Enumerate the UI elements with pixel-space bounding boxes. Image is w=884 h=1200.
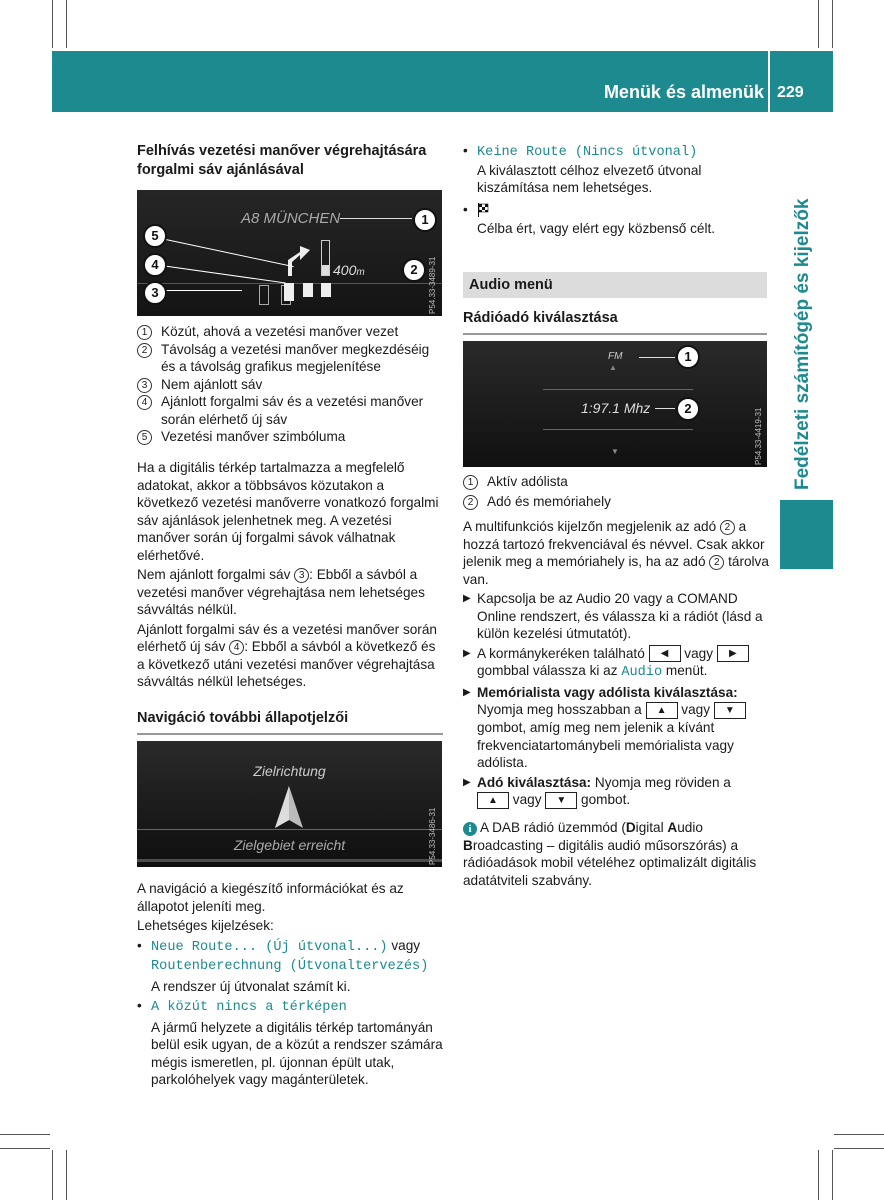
- callout-2: 2: [676, 397, 700, 421]
- info-note: i A DAB rádió üzemmód (Digital Audio Broadcasting – digitális audió műsorszórás) a rádióadások mobil vételéhez optimalizált digitális adatátviteli szabvány.: [463, 820, 757, 888]
- legend-item: 2 Adó és memóriahely: [463, 493, 769, 511]
- header-divider: [768, 51, 770, 112]
- maneuver-symbol-icon: [282, 238, 312, 278]
- instruction-step: ▶ Kapcsolja be az Audio 20 vagy a COMAND Online rendszert, és válassza ki a rádiót (lásd a külön kezelési útmutatót).: [463, 591, 763, 641]
- lane-arrow-icon: [284, 283, 294, 301]
- section-heading: Felhívás vezetési manőver végrehajtására forgalmi sáv ajánlásával: [137, 143, 427, 178]
- paragraph: Nem ajánlott forgalmi sáv 3 : Ebből a sávból a vezetési manőver végrehajtása nem lehetséges sávváltás nélkül.: [137, 567, 425, 617]
- left-column: [137, 142, 443, 180]
- step-arrow-icon: ▶: [463, 776, 471, 788]
- lane-arrow-icon: [321, 283, 331, 297]
- section-heading: Navigáció további állapotjelzői: [137, 710, 349, 726]
- down-key[interactable]: ▼: [714, 702, 746, 719]
- section-heading: Rádióadó kiválasztása: [463, 310, 618, 326]
- paragraph: Ajánlott forgalmi sáv és a vezetési manőver során elérhető új sáv 4 : Ebből a sávból a következő és a következő utáni vezetési manőver végrehajtása sávváltás nélkül lehetséges.: [137, 621, 437, 689]
- list-item: • Neue Route... (Új útvonal...) vagy Routenberechnung (Útvonaltervezés) A rendszer új útvonalat számít ki.: [137, 937, 429, 994]
- crop-mark: [66, 1150, 67, 1200]
- up-key[interactable]: ▲: [477, 792, 509, 809]
- legend-item: 4 Ajánlott forgalmi sáv és a vezetési manőver során elérhető új sáv: [137, 393, 443, 428]
- chapter-tab: [780, 500, 833, 569]
- info-icon: i: [463, 822, 477, 836]
- up-key[interactable]: ▲: [646, 702, 678, 719]
- section-heading-block: [137, 709, 443, 728]
- page-number: 229: [777, 84, 804, 101]
- crop-mark: [818, 1150, 819, 1200]
- band-label: FM: [608, 351, 623, 362]
- chevron-down-icon: ▼: [611, 447, 619, 456]
- crop-mark: [832, 0, 833, 48]
- crop-mark: [52, 0, 53, 48]
- callout-4: 4: [143, 253, 167, 277]
- direction-arrow-icon: [273, 786, 305, 830]
- heading-rule: [137, 733, 443, 735]
- instruction-step: ▶ Memórialista vagy adólista kiválasztása: Nyomja meg hosszabban a ▲ vagy ▼ gombot, amíg meg nem jelenik a kívánt frekvenciatartománybeli memórialista vagy adólista.: [463, 684, 769, 772]
- body-text: [137, 880, 443, 1089]
- legend-item: 3 Nem ajánlott sáv: [137, 376, 443, 394]
- image-code: P54.33-3489-31: [428, 256, 437, 314]
- navigation-status-image: [137, 741, 442, 867]
- legend-item: 2 Távolság a vezetési manőver megkezdéséig és a távolság grafikus megjelenítése: [137, 341, 443, 376]
- crop-mark: [834, 1148, 884, 1149]
- paragraph: Lehetséges kijelzések:: [137, 918, 274, 933]
- lane-arrow-icon: [303, 283, 313, 297]
- heading-rule: [463, 333, 767, 335]
- step-arrow-icon: ▶: [463, 647, 471, 659]
- crop-mark: [818, 0, 819, 48]
- down-key[interactable]: ▼: [545, 792, 577, 809]
- radio-station-image: [463, 341, 767, 467]
- image-code: P54.33-3486-31: [428, 807, 437, 865]
- page-title: Menük és almenük: [603, 82, 764, 102]
- list-item: • Célba ért, vagy elért egy közbenső célt.: [463, 201, 716, 236]
- road-name-label: A8 MÜNCHEN: [241, 210, 341, 227]
- checkered-flag-icon: [477, 203, 489, 217]
- chevron-up-icon: ▲: [609, 363, 617, 372]
- crop-mark: [832, 1150, 833, 1200]
- callout-5: 5: [143, 224, 167, 248]
- step-arrow-icon: ▶: [463, 686, 471, 698]
- callout-1: 1: [676, 345, 700, 369]
- right-key[interactable]: ▶: [717, 645, 749, 662]
- instruction-step: ▶ A kormánykeréken található ◀ vagy ▶ gombbal válassza ki az Audio menüt.: [463, 645, 769, 682]
- legend-list: [137, 323, 443, 446]
- lane-recommendation-image: [137, 190, 442, 316]
- legend-item: 1 Aktív adólista: [463, 473, 769, 491]
- body-text: [137, 459, 443, 691]
- status-text-top: Zielrichtung: [253, 763, 326, 779]
- crop-mark: [66, 0, 67, 48]
- section-heading-block: [463, 309, 769, 328]
- legend-item: 5 Vezetési manőver szimbóluma: [137, 428, 443, 446]
- page-number-box: [770, 51, 833, 112]
- frequency-label: 1:97.1 Mhz: [581, 400, 651, 416]
- crop-mark: [52, 1150, 53, 1200]
- list-item: • A közút nincs a térképen A jármű helyzete a digitális térkép tartományán belül esik ugyan, de a közút a rendszer számára mégis ismeretlen, pl. újonnan épült utak, parkolóhelyek vagy magánterületek.: [137, 998, 443, 1087]
- crop-mark: [834, 1134, 884, 1135]
- legend-item: 1 Közút, ahová a vezetési manőver vezet: [137, 323, 443, 341]
- callout-1: 1: [413, 208, 437, 232]
- left-key[interactable]: ◀: [649, 645, 681, 662]
- paragraph: Ha a digitális térkép tartalmazza a megfelelő adatokat, akkor a többsávos közutakon a következő vezetési manőverre vonatkozó forgalmi sáv ajánlások jelenhetnek meg. A vezetési manőver során új forgalmi sávok válhatnak elérhetővé.: [137, 460, 439, 563]
- callout-3: 3: [143, 281, 167, 305]
- paragraph: A multifunkciós kijelzőn megjelenik az adó 2 a hozzá tartozó frekvenciával és névvel. Csak akkor jelenik meg a memóriahely is, ha az adó 2 tárolva van.: [463, 519, 769, 587]
- step-arrow-icon: ▶: [463, 593, 471, 604]
- distance-bar-fill: [322, 265, 329, 275]
- body-text: [463, 518, 769, 889]
- crop-mark: [0, 1148, 50, 1149]
- image-code: P54.33-4419-31: [754, 407, 763, 465]
- instruction-step: ▶ Adó kiválasztása: Nyomja meg röviden a ▲ vagy ▼ gombot.: [463, 774, 731, 808]
- status-text-bottom: Zielgebiet erreicht: [233, 837, 346, 853]
- distance-value: 400: [333, 262, 357, 278]
- section-banner: Audio menü: [463, 272, 767, 298]
- paragraph: A navigáció a kiegészítő információkat és az állapotot jeleníti meg.: [137, 881, 404, 914]
- legend-list: [463, 473, 769, 510]
- chapter-title: Fedélzeti számítógép és kijelzők: [792, 198, 813, 490]
- list-item: • Keine Route (Nincs útvonal) A kiválasztott célhoz elvezető útvonal kiszámítása nem lehetséges.: [463, 143, 702, 195]
- callout-2: 2: [402, 258, 426, 282]
- right-column-top: [463, 142, 769, 238]
- crop-mark: [0, 1134, 50, 1135]
- distance-unit: m: [356, 267, 365, 278]
